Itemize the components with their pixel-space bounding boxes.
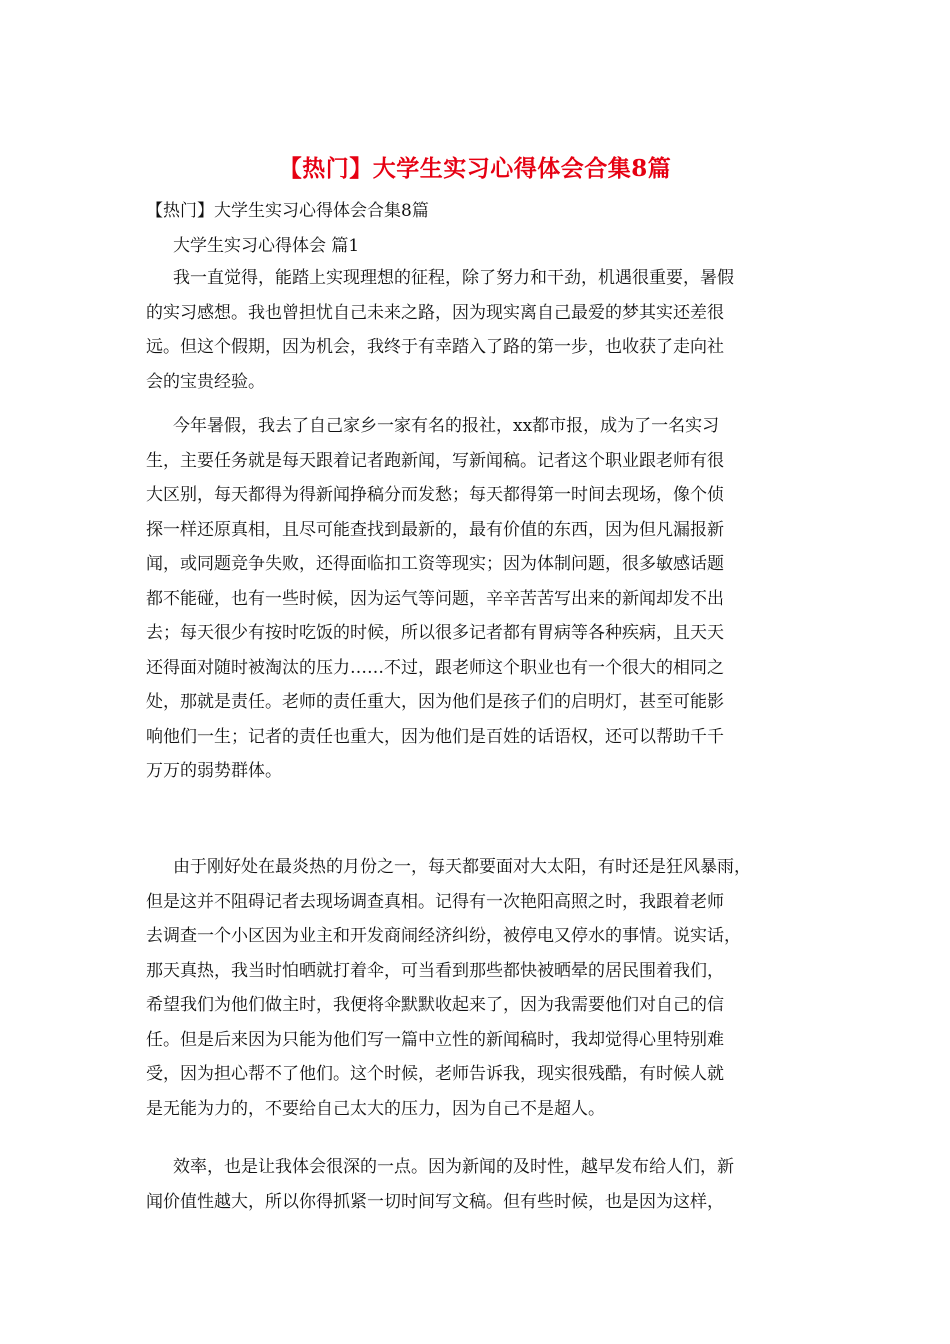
paragraph-line: 由于刚好处在最炎热的月份之一，每天都要面对大太阳，有时还是狂风暴雨， — [173, 857, 751, 877]
paragraph-line: 生，主要任务就是每天跟着记者跑新闻，写新闻稿。记者这个职业跟老师有很 — [146, 450, 724, 471]
paragraph-line: 任。但是后来因为只能为他们写一篇中立性的新闻稿时，我却觉得心里特别难 — [146, 1029, 724, 1050]
paragraph-line: 去调查一个小区因为业主和开发商闹经济纠纷，被停电又停水的事情。说实话， — [146, 926, 741, 946]
paragraph-line: 远。但这个假期，因为机会，我终于有幸踏入了路的第一步，也收获了走向社 — [146, 337, 724, 357]
paragraph-line: 处，那就是责任。老师的责任重大，因为他们是孩子们的启明灯，甚至可能影 — [146, 692, 724, 712]
paragraph-line: 的实习感想。我也曾担忧自己未来之路，因为现实离自己最爱的梦其实还差很 — [146, 302, 724, 323]
paragraph-line: 今年暑假，我去了自己家乡一家有名的报社，xx都市报，成为了一名实习 — [173, 416, 720, 436]
paragraph-line: 响他们一生；记者的责任也重大，因为他们是百姓的话语权，还可以帮助千千 — [146, 726, 724, 747]
paragraph-line: 去；每天很少有按时吃饭的时候，所以很多记者都有胃病等各种疾病，且天天 — [146, 623, 724, 643]
paragraph-line: 希望我们为他们做主时，我便将伞默默收起来了，因为我需要他们对自己的信 — [146, 995, 724, 1015]
paragraph-line: 大区别，每天都得为得新闻挣稿分而发愁；每天都得第一时间去现场，像个侦 — [146, 485, 724, 505]
document-title: 【热门】大学生实习心得体会合集8篇 — [278, 155, 672, 182]
paragraph-line: 但是这并不阻碍记者去现场调查真相。记得有一次艳阳高照之时，我跟着老师 — [146, 891, 724, 912]
paragraph-line: 是无能为力的，不要给自己太大的压力，因为自己不是超人。 — [146, 1098, 605, 1119]
paragraph-4 — [146, 1150, 806, 1219]
paragraph-line: 受，因为担心帮不了他们。这个时候，老师告诉我，现实很残酷，有时候人就 — [146, 1064, 724, 1084]
paragraph-3 — [146, 850, 806, 1126]
section-heading: 大学生实习心得体会 篇1 — [173, 236, 360, 256]
paragraph-line: 万万的弱势群体。 — [146, 761, 282, 781]
paragraph-line: 探一样还原真相，且尽可能查找到最新的，最有价值的东西，因为但凡漏报新 — [146, 519, 724, 540]
paragraph-line: 效率，也是让我体会很深的一点。因为新闻的及时性，越早发布给人们，新 — [173, 1157, 734, 1177]
paragraph-line: 那天真热，我当时怕晒就打着伞，可当看到那些都快被晒晕的居民围着我们， — [146, 960, 724, 981]
paragraph-line: 闻，或同题竞争失败，还得面临扣工资等现实；因为体制问题，很多敏感话题 — [146, 554, 724, 574]
paragraph-2 — [146, 409, 806, 789]
paragraph-line: 还得面对随时被淘汰的压力……不过，跟老师这个职业也有一个很大的相同之 — [146, 657, 724, 678]
document-subtitle: 【热门】大学生实习心得体会合集8篇 — [146, 201, 429, 221]
paragraph-line: 都不能碰，也有一些时候，因为运气等问题，辛辛苦苦写出来的新闻却发不出 — [146, 588, 724, 609]
paragraph-1 — [146, 261, 806, 399]
paragraph-line: 会的宝贵经验。 — [146, 371, 265, 392]
paragraph-line: 我一直觉得，能踏上实现理想的征程，除了努力和干劲，机遇很重要，暑假 — [173, 268, 734, 288]
paragraph-line: 闻价值性越大，所以你得抓紧一切时间写文稿。但有些时候，也是因为这样， — [146, 1191, 724, 1212]
